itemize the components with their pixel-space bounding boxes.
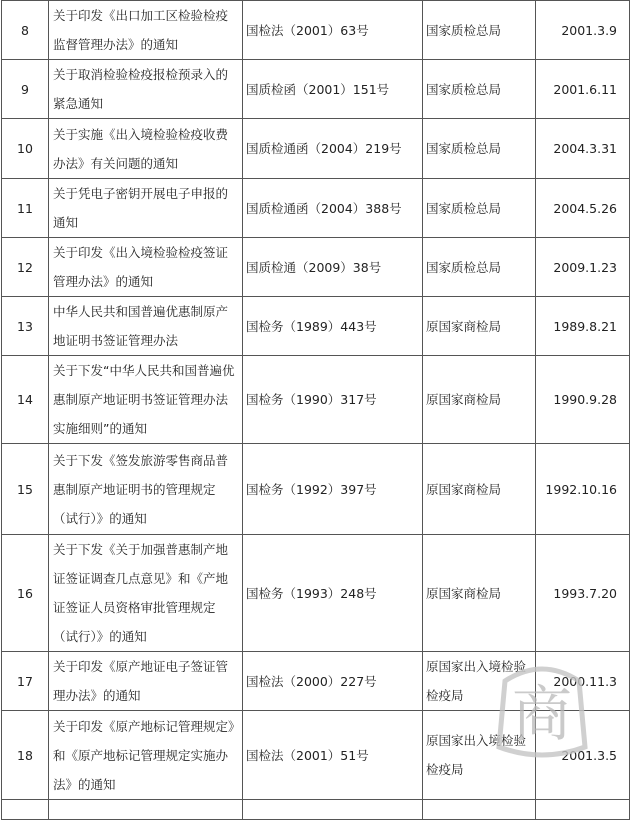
row-number: 8 <box>2 1 49 60</box>
document-number: 国检务（1989）443号 <box>243 297 423 356</box>
table-row <box>2 800 630 820</box>
row-number: 10 <box>2 119 49 179</box>
document-title: 关于下发《关于加强普惠制产地证签证调查几点意见》和《产地证签证人员资格审批管理规定（试行）》的通知 <box>49 535 243 652</box>
issue-date <box>536 800 630 820</box>
table-row <box>2 238 630 297</box>
row-number: 9 <box>2 60 49 119</box>
table-row <box>2 444 630 535</box>
issuing-authority: 国家质检总局 <box>423 1 536 60</box>
table-row <box>2 179 630 238</box>
watermark-logo <box>487 655 597 765</box>
document-title: 中华人民共和国普遍优惠制原产地证明书签证管理办法 <box>49 297 243 356</box>
document-number <box>243 800 423 820</box>
table-row <box>2 297 630 356</box>
watermark-glyph: 商 <box>512 680 572 750</box>
row-number: 12 <box>2 238 49 297</box>
document-number: 国检务（1992）397号 <box>243 444 423 535</box>
issuing-authority <box>423 800 536 820</box>
document-title: 关于下发《签发旅游零售商品普惠制原产地证明书的管理规定（试行）》的通知 <box>49 444 243 535</box>
table-row <box>2 356 630 444</box>
issue-date: 2004.5.26 <box>536 179 630 238</box>
document-title: 关于印发《出入境检验检疫签证管理办法》的通知 <box>49 238 243 297</box>
document-title: 关于印发《原产地证电子签证管理办法》的通知 <box>49 652 243 711</box>
document-number: 国检务（1990）317号 <box>243 356 423 444</box>
document-number: 国检法（2001）51号 <box>243 711 423 800</box>
issue-date: 2001.3.9 <box>536 1 630 60</box>
issuing-authority: 原国家出入境检验检疫局 <box>423 711 536 800</box>
document-number: 国质检通函（2004）219号 <box>243 119 423 179</box>
table-row <box>2 535 630 652</box>
table-row <box>2 1 630 60</box>
issue-date: 2001.3.5 <box>536 711 630 800</box>
document-number: 国质检通（2009）38号 <box>243 238 423 297</box>
document-number: 国检务（1993）248号 <box>243 535 423 652</box>
issue-date: 2001.6.11 <box>536 60 630 119</box>
document-number: 国检法（2001）63号 <box>243 1 423 60</box>
issue-date: 2000.11.3 <box>536 652 630 711</box>
issuing-authority: 国家质检总局 <box>423 119 536 179</box>
row-number: 15 <box>2 444 49 535</box>
row-number <box>2 800 49 820</box>
issuing-authority: 原国家商检局 <box>423 444 536 535</box>
document-title: 关于印发《出口加工区检验检疫监督管理办法》的通知 <box>49 1 243 60</box>
document-title: 关于下发“中华人民共和国普遍优惠制原产地证明书签证管理办法实施细则”的通知 <box>49 356 243 444</box>
issuing-authority: 国家质检总局 <box>423 179 536 238</box>
document-title: 关于凭电子密钥开展电子申报的通知 <box>49 179 243 238</box>
document-number: 国质检通函（2004）388号 <box>243 179 423 238</box>
issuing-authority: 原国家商检局 <box>423 356 536 444</box>
document-number: 国检法（2000）227号 <box>243 652 423 711</box>
issue-date: 1990.9.28 <box>536 356 630 444</box>
document-number: 国质检函（2001）151号 <box>243 60 423 119</box>
row-number: 17 <box>2 652 49 711</box>
document-title: 关于实施《出入境检验检疫收费办法》有关问题的通知 <box>49 119 243 179</box>
issue-date: 2004.3.31 <box>536 119 630 179</box>
row-number: 13 <box>2 297 49 356</box>
row-number: 14 <box>2 356 49 444</box>
document-title <box>49 800 243 820</box>
issue-date: 2009.1.23 <box>536 238 630 297</box>
table-row <box>2 60 630 119</box>
row-number: 16 <box>2 535 49 652</box>
document-title: 关于取消检验检疫报检预录入的紧急通知 <box>49 60 243 119</box>
issuing-authority: 国家质检总局 <box>423 238 536 297</box>
issuing-authority: 国家质检总局 <box>423 60 536 119</box>
row-number: 18 <box>2 711 49 800</box>
issuing-authority: 原国家出入境检验检疫局 <box>423 652 536 711</box>
table-row <box>2 119 630 179</box>
issue-date: 1992.10.16 <box>536 444 630 535</box>
issue-date: 1989.8.21 <box>536 297 630 356</box>
issuing-authority: 原国家商检局 <box>423 297 536 356</box>
document-title: 关于印发《原产地标记管理规定》和《原产地标记管理规定实施办法》的通知 <box>49 711 243 800</box>
issuing-authority: 原国家商检局 <box>423 535 536 652</box>
issue-date: 1993.7.20 <box>536 535 630 652</box>
row-number: 11 <box>2 179 49 238</box>
